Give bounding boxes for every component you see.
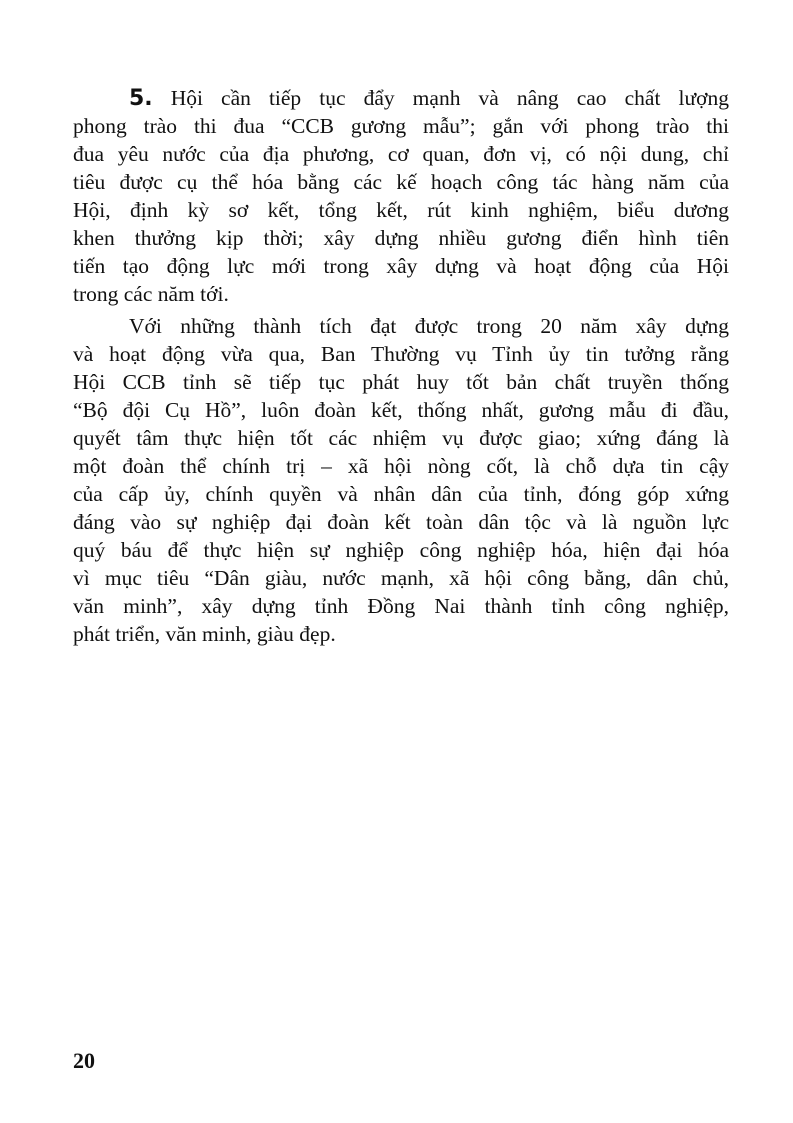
- text-line: 5. Hội cần tiếp tục đẩy mạnh và nâng cao chất lượng: [129, 86, 729, 111]
- paragraph-2: [73, 312, 729, 648]
- text-line: Hội CCB tỉnh sẽ tiếp tục phát huy tốt bản chất truyền thống: [73, 370, 729, 394]
- text-line: đua yêu nước của địa phương, cơ quan, đơn vị, có nội dung, chỉ: [73, 142, 729, 166]
- text-line: đáng vào sự nghiệp đại đoàn kết toàn dân tộc và là nguồn lực: [73, 510, 729, 534]
- paragraph-1: [73, 84, 729, 308]
- text-line: và hoạt động vừa qua, Ban Thường vụ Tỉnh ủy tin tưởng rằng: [73, 342, 729, 366]
- text-line: văn minh”, xây dựng tỉnh Đồng Nai thành tỉnh công nghiệp,: [73, 594, 729, 618]
- text-line: Với những thành tích đạt được trong 20 năm xây dựng: [129, 314, 729, 338]
- item-number: 5.: [129, 86, 153, 111]
- text-line: tiến tạo động lực mới trong xây dựng và hoạt động của Hội: [73, 254, 729, 278]
- text-line: “Bộ đội Cụ Hồ”, luôn đoàn kết, thống nhất, gương mẫu đi đầu,: [73, 398, 729, 422]
- page-number: 20: [73, 1048, 95, 1073]
- text-line: một đoàn thể chính trị – xã hội nòng cốt, là chỗ dựa tin cậy: [73, 454, 729, 478]
- text-line: của cấp ủy, chính quyền và nhân dân của tỉnh, đóng góp xứng: [73, 482, 729, 506]
- text-line: quyết tâm thực hiện tốt các nhiệm vụ được giao; xứng đáng là: [73, 426, 729, 450]
- text-line: Hội, định kỳ sơ kết, tổng kết, rút kinh nghiệm, biểu dương: [73, 198, 729, 222]
- text-line: tiêu được cụ thể hóa bằng các kế hoạch công tác hàng năm của: [73, 170, 729, 194]
- text-line: phong trào thi đua “CCB gương mẫu”; gắn với phong trào thi: [73, 114, 729, 138]
- text-line: trong các năm tới.: [73, 282, 229, 306]
- text-line: vì mục tiêu “Dân giàu, nước mạnh, xã hội công bằng, dân chủ,: [73, 566, 729, 590]
- page-body: [73, 84, 729, 652]
- text-line: phát triển, văn minh, giàu đẹp.: [73, 622, 336, 646]
- text-line: quý báu để thực hiện sự nghiệp công nghiệp hóa, hiện đại hóa: [73, 538, 729, 562]
- text-line: khen thưởng kịp thời; xây dựng nhiều gương điển hình tiên: [73, 226, 729, 250]
